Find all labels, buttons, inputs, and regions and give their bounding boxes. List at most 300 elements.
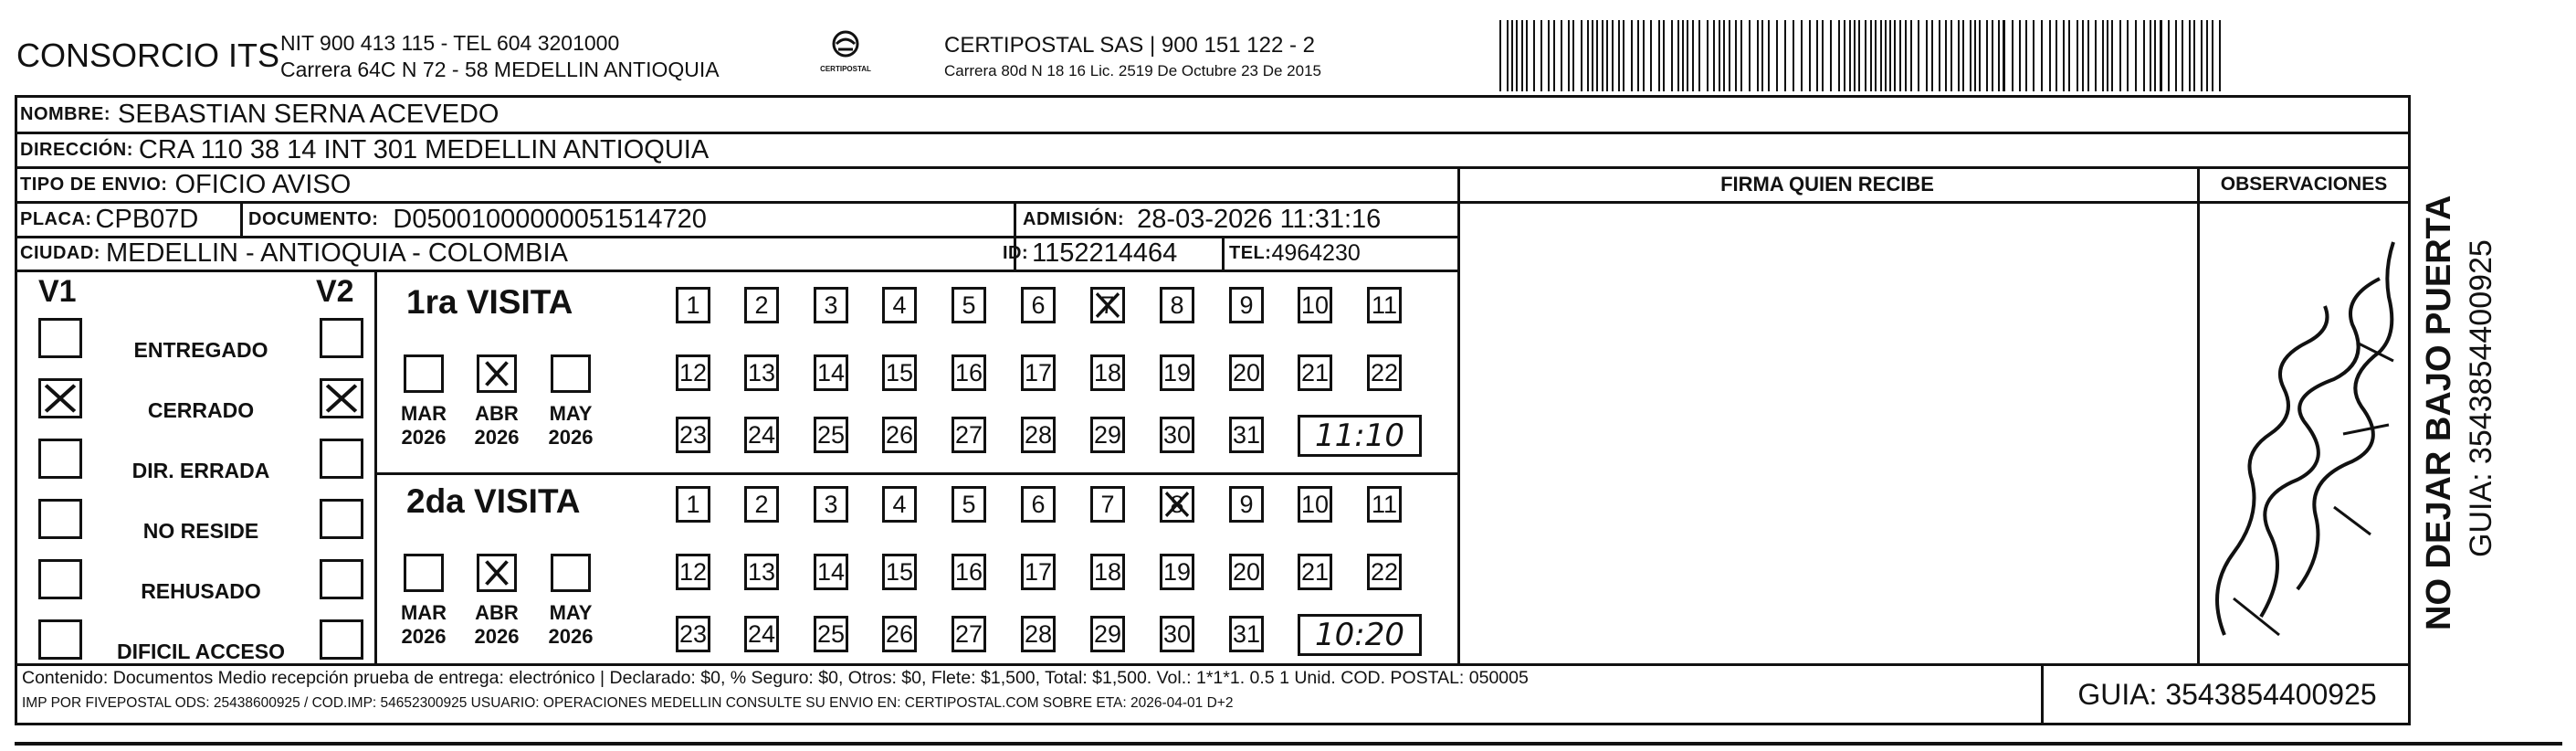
barcode-bar [1677, 20, 1679, 91]
visit-month-label: MAR [400, 402, 447, 425]
barcode-bar [1809, 20, 1811, 91]
visit-day-box[interactable] [1367, 287, 1402, 323]
barcode-bar [1516, 20, 1518, 91]
barcode-bar [1844, 20, 1845, 91]
barcode-bar [1830, 20, 1832, 91]
visit-time-box[interactable]: 10:20 [1298, 614, 1422, 656]
barcode-bar [1713, 20, 1715, 91]
visit-day-box[interactable] [882, 616, 917, 652]
visit-day-box[interactable] [744, 486, 779, 523]
barcode-bar [2143, 20, 2145, 91]
footer-content-line: Contenido: Documentos Medio recepción prueba de entrega: electrónico | Declarado: $0, % Seguro: $0, Otros: $0, Flete: $1,500, Total: $1,500. Vol.: 1*1*1. 0.5 1 Unid. COD. POSTAL: 050005 [22, 668, 1529, 688]
visit-day-number: 31 [1232, 619, 1261, 648]
status-v1-checkbox[interactable] [38, 318, 82, 358]
admision-label: ADMISIÓN: [1023, 208, 1125, 229]
barcode-bar [1950, 20, 1952, 91]
ciudad-row [20, 238, 568, 270]
barcode-bar [1910, 20, 1912, 91]
visit-day-number: 26 [885, 420, 914, 449]
visit-day-number: 20 [1232, 358, 1261, 386]
barcode-bar [2056, 20, 2057, 91]
barcode-bar [1986, 20, 1988, 91]
status-v1-checkbox[interactable] [38, 619, 82, 660]
nombre-label: NOMBRE: [20, 103, 111, 124]
visit-year-label: 2026 [401, 625, 447, 648]
barcode-bar [2003, 20, 2005, 91]
barcode-bar [1880, 20, 1882, 91]
admision-row [1023, 203, 1381, 236]
visit-day-number: 25 [816, 420, 846, 449]
barcode-bar [1854, 20, 1856, 91]
barcode-bar [1631, 20, 1633, 91]
barcode-bar [2107, 20, 2108, 91]
barcode-bar [1749, 20, 1751, 91]
visit-day-number: 13 [747, 557, 776, 586]
visit-day-number: 8 [1170, 490, 1184, 518]
visit-day-number: 26 [885, 619, 914, 648]
barcode-bar [2033, 20, 2035, 91]
barcode-bar [1499, 20, 1501, 91]
visit-day-box[interactable] [1229, 417, 1264, 453]
barcode-bar [2087, 20, 2089, 91]
status-label: DIFICIL ACCESO [116, 640, 285, 663]
visit-day-box[interactable] [676, 616, 710, 652]
barcode-bar [1776, 20, 1778, 91]
barcode-bar [1970, 20, 1971, 91]
visit-month-checkbox[interactable] [404, 354, 444, 393]
barcode-bar [1801, 20, 1803, 91]
barcode-bar [1533, 20, 1535, 91]
sender-address: Carrera 64C N 72 - 58 MEDELLIN ANTIOQUIA [280, 58, 720, 81]
placa-label: PLACA: [20, 208, 92, 229]
placa-row [20, 203, 198, 236]
visit-month-checkbox[interactable] [477, 354, 517, 393]
visit-day-box[interactable] [882, 417, 917, 453]
v1-header: V1 [38, 274, 77, 309]
visit-day-box[interactable] [1090, 486, 1125, 523]
visit-day-box[interactable] [1367, 486, 1402, 523]
courier-name: CERTIPOSTAL SAS | 900 151 122 - 2 [944, 33, 1315, 58]
visit-day-number: 29 [1093, 619, 1122, 648]
barcode-bar [2182, 20, 2183, 91]
barcode-bar [1687, 20, 1688, 91]
visit-day-number: 1 [686, 291, 700, 319]
visit-day-number: 10 [1300, 490, 1330, 518]
barcode-bar [1707, 20, 1709, 91]
visit-day-number: 27 [954, 619, 983, 648]
visit-day-number: 20 [1232, 557, 1261, 586]
visit-day-box[interactable] [814, 417, 848, 453]
barcode-bar [1939, 20, 1940, 91]
visit-day-box[interactable] [744, 354, 779, 391]
visit-month-label: MAR [400, 601, 447, 624]
check-x-icon [1162, 489, 1192, 520]
visit-day-number: 3 [824, 291, 838, 319]
footer-impresion-line: IMP POR FIVEPOSTAL ODS: 25438600925 / COD.IMP: 54652300925 USUARIO: OPERACIONES MEDELLIN CONSULTE SU ENVIO EN: CERTIPOSTAL.COM SOBRE ETA: 2026-04-01 D+2 [22, 695, 1234, 711]
observaciones-label: OBSERVACIONES [2220, 174, 2388, 195]
barcode-bar [1899, 20, 1901, 91]
visit-day-number: 17 [1024, 358, 1053, 386]
barcode-bar [1643, 20, 1645, 91]
barcode-bar [2119, 20, 2121, 91]
visit-month-label: MAY [549, 601, 593, 624]
visit-year-label: 2026 [474, 426, 520, 449]
status-v1-checkbox[interactable] [38, 499, 82, 539]
visit-day-number: 22 [1370, 358, 1399, 386]
status-label: NO RESIDE [142, 519, 259, 543]
barcode-bar [1729, 20, 1730, 91]
visit-day-box[interactable] [1090, 354, 1125, 391]
visit-title: 2da VISITA [406, 482, 581, 520]
barcode-bar [1663, 20, 1665, 91]
barcode-bar [1974, 20, 1976, 91]
visit-year-label: 2026 [548, 625, 594, 648]
barcode-bar [1998, 20, 2000, 91]
visit-day-number: 31 [1232, 420, 1261, 449]
visit-day-box[interactable] [1298, 554, 1332, 590]
barcode-bar [1658, 20, 1660, 91]
visit-day-box[interactable] [1021, 486, 1056, 523]
barcode-bar [2012, 20, 2013, 91]
barcode-bar [2201, 20, 2203, 91]
status-v2-checkbox[interactable] [320, 439, 363, 479]
visit-day-box[interactable] [744, 417, 779, 453]
nombre-row [20, 97, 499, 132]
barcode-bar [1885, 20, 1887, 91]
visit-day-number: 30 [1162, 619, 1192, 648]
barcode-bar [1784, 20, 1786, 91]
barcode-bar [1682, 20, 1684, 91]
visit-day-box[interactable] [676, 287, 710, 323]
courier-logo-icon [827, 29, 864, 60]
visit-day-box[interactable] [952, 417, 986, 453]
visit-day-number: 30 [1162, 420, 1192, 449]
visit-day-box[interactable] [744, 287, 779, 323]
visit-month-label: ABR [475, 402, 519, 425]
visit-day-number: 21 [1300, 358, 1330, 386]
visit-day-box[interactable] [676, 354, 710, 391]
visit-day-number: 21 [1300, 557, 1330, 586]
id-value: 1152214464 [1032, 238, 1178, 268]
visit-day-box[interactable] [952, 287, 986, 323]
firma-label: FIRMA QUIEN RECIBE [1720, 173, 1934, 196]
visit-day-number: 12 [678, 358, 708, 386]
barcode-bar [2082, 20, 2084, 91]
direccion-label: DIRECCIÓN: [20, 139, 133, 160]
visit-month-label: MAY [549, 402, 593, 425]
visit-day-number: 23 [678, 619, 708, 648]
status-v2-checkbox[interactable] [320, 499, 363, 539]
barcode [1498, 20, 2226, 91]
visit-day-number: 11 [1371, 291, 1398, 319]
visit-day-box[interactable] [952, 354, 986, 391]
courier-logo [809, 29, 882, 84]
visit-day-number: 22 [1370, 557, 1399, 586]
admision-value: 28-03-2026 11:31:16 [1137, 204, 1382, 234]
visit-day-box[interactable] [882, 354, 917, 391]
tipo-envio-label: TIPO DE ENVIO: [20, 174, 168, 195]
status-v2-checkbox[interactable] [320, 318, 363, 358]
barcode-bar [1612, 20, 1614, 91]
direccion-row [20, 133, 709, 166]
barcode-bar [1894, 20, 1896, 91]
visit-day-number: 2 [754, 490, 769, 518]
barcode-bar [2049, 20, 2051, 91]
barcode-bar [1618, 20, 1620, 91]
barcode-bar [1918, 20, 1919, 91]
visit-day-number: 3 [824, 490, 838, 518]
visit-day-box[interactable] [952, 616, 986, 652]
status-v1-checkbox[interactable] [38, 559, 82, 599]
visit-time-box[interactable]: 11:10 [1298, 415, 1422, 457]
barcode-bar [1822, 20, 1824, 91]
visit-day-box[interactable] [952, 554, 986, 590]
barcode-bar [1945, 20, 1947, 91]
status-v1-checkbox[interactable] [38, 378, 82, 418]
visit-day-box[interactable] [1090, 616, 1125, 652]
barcode-bar [1511, 20, 1513, 91]
barcode-bar [1587, 20, 1589, 91]
visit-day-box[interactable] [1298, 287, 1332, 323]
check-x-icon [41, 381, 79, 416]
visit-day-box[interactable] [1021, 354, 1056, 391]
barcode-bar [2175, 20, 2177, 91]
visit-day-number: 14 [816, 358, 846, 386]
ciudad-value: MEDELLIN - ANTIOQUIA - COLOMBIA [105, 238, 568, 268]
visit-day-number: 1 [686, 490, 700, 518]
courier-license: Carrera 80d N 18 16 Lic. 2519 De Octubre 23 De 2015 [944, 62, 1321, 79]
visit-day-box[interactable] [1298, 354, 1332, 391]
barcode-bar [1875, 20, 1877, 91]
visit-day-box[interactable] [1090, 417, 1125, 453]
tipo-envio-row [20, 168, 351, 201]
visit-day-number: 12 [678, 557, 708, 586]
visit-day-box[interactable] [1160, 417, 1194, 453]
visit-day-number: 29 [1093, 420, 1122, 449]
visit-day-number: 4 [892, 490, 907, 518]
barcode-bar [1507, 20, 1509, 91]
barcode-bar [1849, 20, 1851, 91]
barcode-bar [2206, 20, 2208, 91]
visit-day-box[interactable] [1229, 354, 1264, 391]
visit-day-box[interactable] [1229, 486, 1264, 523]
status-label: CERRADO [147, 398, 255, 422]
tel-label: TEL: [1229, 243, 1272, 263]
barcode-bar [1581, 20, 1582, 91]
direccion-value: CRA 110 38 14 INT 301 MEDELLIN ANTIOQUIA [138, 134, 710, 164]
visit-day-box[interactable] [1229, 616, 1264, 652]
visit-month-checkbox[interactable] [477, 554, 517, 592]
barcode-bar [1858, 20, 1860, 91]
footer-guia: GUIA: 3543854400925 [2077, 677, 2377, 711]
visit-day-box[interactable] [1160, 486, 1194, 523]
documento-value: D05001000000051514720 [393, 204, 707, 234]
visit-day-number: 4 [892, 291, 907, 319]
status-v2-checkbox[interactable] [320, 378, 363, 418]
visit-day-box[interactable] [1090, 287, 1125, 323]
visit-day-number: 24 [747, 619, 776, 648]
status-v1-checkbox[interactable] [38, 439, 82, 479]
visit-day-box[interactable] [1160, 554, 1194, 590]
courier-logo-text: CERTIPOSTAL [820, 65, 871, 73]
visit-day-box[interactable] [814, 616, 848, 652]
status-v2-checkbox[interactable] [320, 619, 363, 660]
barcode-bar [2219, 20, 2221, 91]
visit-day-box[interactable] [1090, 554, 1125, 590]
barcode-bar [1905, 20, 1907, 91]
barcode-bar [1568, 20, 1570, 91]
visit-day-box[interactable] [814, 354, 848, 391]
visit-day-number: 10 [1300, 291, 1330, 319]
visit-day-number: 13 [747, 358, 776, 386]
barcode-bar [1592, 20, 1593, 91]
barcode-bar [2127, 20, 2129, 91]
visit-day-box[interactable] [882, 554, 917, 590]
barcode-bar [2154, 20, 2156, 91]
barcode-bar [1958, 20, 1960, 91]
tipo-envio-value: OFICIO AVISO [174, 169, 352, 199]
visit-month-checkbox[interactable] [551, 554, 591, 592]
side-warning: NO DEJAR BAJO PUERTA [2420, 195, 2458, 630]
v2-header: V2 [316, 274, 354, 309]
barcode-bar [2041, 20, 2043, 91]
barcode-bar [1889, 20, 1891, 91]
visit-year-label: 2026 [474, 625, 520, 648]
visit-day-box[interactable] [1229, 554, 1264, 590]
barcode-bar [2193, 20, 2195, 91]
check-x-icon [479, 357, 514, 390]
barcode-bar [2111, 20, 2113, 91]
visit-day-box[interactable] [676, 486, 710, 523]
barcode-bar [2135, 20, 2137, 91]
barcode-bar [1723, 20, 1725, 91]
barcode-bar [2160, 20, 2162, 91]
visit-day-number: 6 [1031, 291, 1046, 319]
visit-title: 1ra VISITA [406, 283, 573, 321]
id-row [1003, 238, 1177, 270]
barcode-bar [2025, 20, 2027, 91]
barcode-bar [1740, 20, 1742, 91]
status-label: DIR. ERRADA [131, 459, 270, 482]
visit-day-box[interactable] [882, 287, 917, 323]
barcode-bar [1698, 20, 1700, 91]
barcode-bar [1596, 20, 1598, 91]
visit-day-number: 16 [954, 358, 983, 386]
visit-day-box[interactable] [1021, 287, 1056, 323]
barcode-bar [2063, 20, 2065, 91]
barcode-bar [1865, 20, 1866, 91]
visit-month-checkbox[interactable] [551, 354, 591, 393]
visit-day-number: 15 [885, 557, 914, 586]
visit-day-number: 23 [678, 420, 708, 449]
barcode-bar [1735, 20, 1737, 91]
visit-day-number: 9 [1239, 490, 1254, 518]
barcode-bar [1757, 20, 1759, 91]
visit-day-number: 28 [1024, 619, 1053, 648]
barcode-bar [1548, 20, 1550, 91]
barcode-bar [1637, 20, 1639, 91]
id-label: ID: [1003, 243, 1029, 263]
barcode-bar [1719, 20, 1720, 91]
visit-day-box[interactable] [1021, 417, 1056, 453]
visit-year-label: 2026 [401, 426, 447, 449]
visit-day-box[interactable] [882, 486, 917, 523]
visit-day-box[interactable] [1160, 354, 1194, 391]
status-label: REHUSADO [141, 579, 261, 603]
barcode-bar [1979, 20, 1981, 91]
visit-day-box[interactable] [676, 417, 710, 453]
barcode-bar [2150, 20, 2151, 91]
visit-day-number: 7 [1100, 490, 1115, 518]
barcode-bar [1602, 20, 1603, 91]
visit-day-number: 14 [816, 557, 846, 586]
visit-day-box[interactable] [1021, 616, 1056, 652]
visit-day-box[interactable] [814, 486, 848, 523]
tel-row [1229, 238, 1361, 270]
visit-day-number: 19 [1162, 557, 1192, 586]
visit-day-number: 8 [1170, 291, 1184, 319]
sender-nit-tel: NIT 900 413 115 - TEL 604 3201000 [280, 31, 620, 55]
visit-day-box[interactable] [952, 486, 986, 523]
visit-day-box[interactable] [1160, 616, 1194, 652]
barcode-bar [1992, 20, 1993, 91]
barcode-bar [1650, 20, 1652, 91]
visit-day-number: 11 [1371, 490, 1398, 518]
visit-day-box[interactable] [1229, 287, 1264, 323]
visit-year-label: 2026 [548, 426, 594, 449]
visit-day-box[interactable] [814, 287, 848, 323]
documento-row [248, 203, 707, 236]
barcode-bar [1623, 20, 1624, 91]
status-v2-checkbox[interactable] [320, 559, 363, 599]
visit-day-box[interactable] [1021, 554, 1056, 590]
visit-day-box[interactable] [814, 554, 848, 590]
barcode-bar [1931, 20, 1933, 91]
barcode-bar [1768, 20, 1770, 91]
barcode-bar [1671, 20, 1673, 91]
barcode-bar [2168, 20, 2170, 91]
visit-day-box[interactable] [1367, 554, 1402, 590]
visit-day-number: 17 [1024, 557, 1053, 586]
visit-day-box[interactable] [1367, 354, 1402, 391]
barcode-bar [2019, 20, 2021, 91]
barcode-bar [2068, 20, 2070, 91]
visit-day-box[interactable] [676, 554, 710, 590]
barcode-bar [2212, 20, 2213, 91]
visit-day-number: 15 [885, 358, 914, 386]
barcode-bar [1870, 20, 1872, 91]
visit-day-box[interactable] [744, 616, 779, 652]
tel-value: 4964230 [1271, 240, 1361, 266]
visit-day-number: 5 [962, 291, 976, 319]
barcode-bar [2095, 20, 2097, 91]
status-label: ENTREGADO [133, 338, 268, 362]
visit-day-box[interactable] [744, 554, 779, 590]
barcode-bar [1540, 20, 1542, 91]
visit-day-box[interactable] [1160, 287, 1194, 323]
barcode-bar [1793, 20, 1794, 91]
signature-scrawl [2197, 206, 2411, 662]
visit-day-number: 6 [1031, 490, 1046, 518]
barcode-bar [2189, 20, 2191, 91]
visit-day-number: 18 [1093, 557, 1122, 586]
placa-value: CPB07D [95, 204, 199, 234]
barcode-bar [1692, 20, 1694, 91]
visit-day-box[interactable] [1298, 486, 1332, 523]
visit-day-number: 28 [1024, 420, 1053, 449]
barcode-bar [1962, 20, 1964, 91]
visit-month-checkbox[interactable] [404, 554, 444, 592]
